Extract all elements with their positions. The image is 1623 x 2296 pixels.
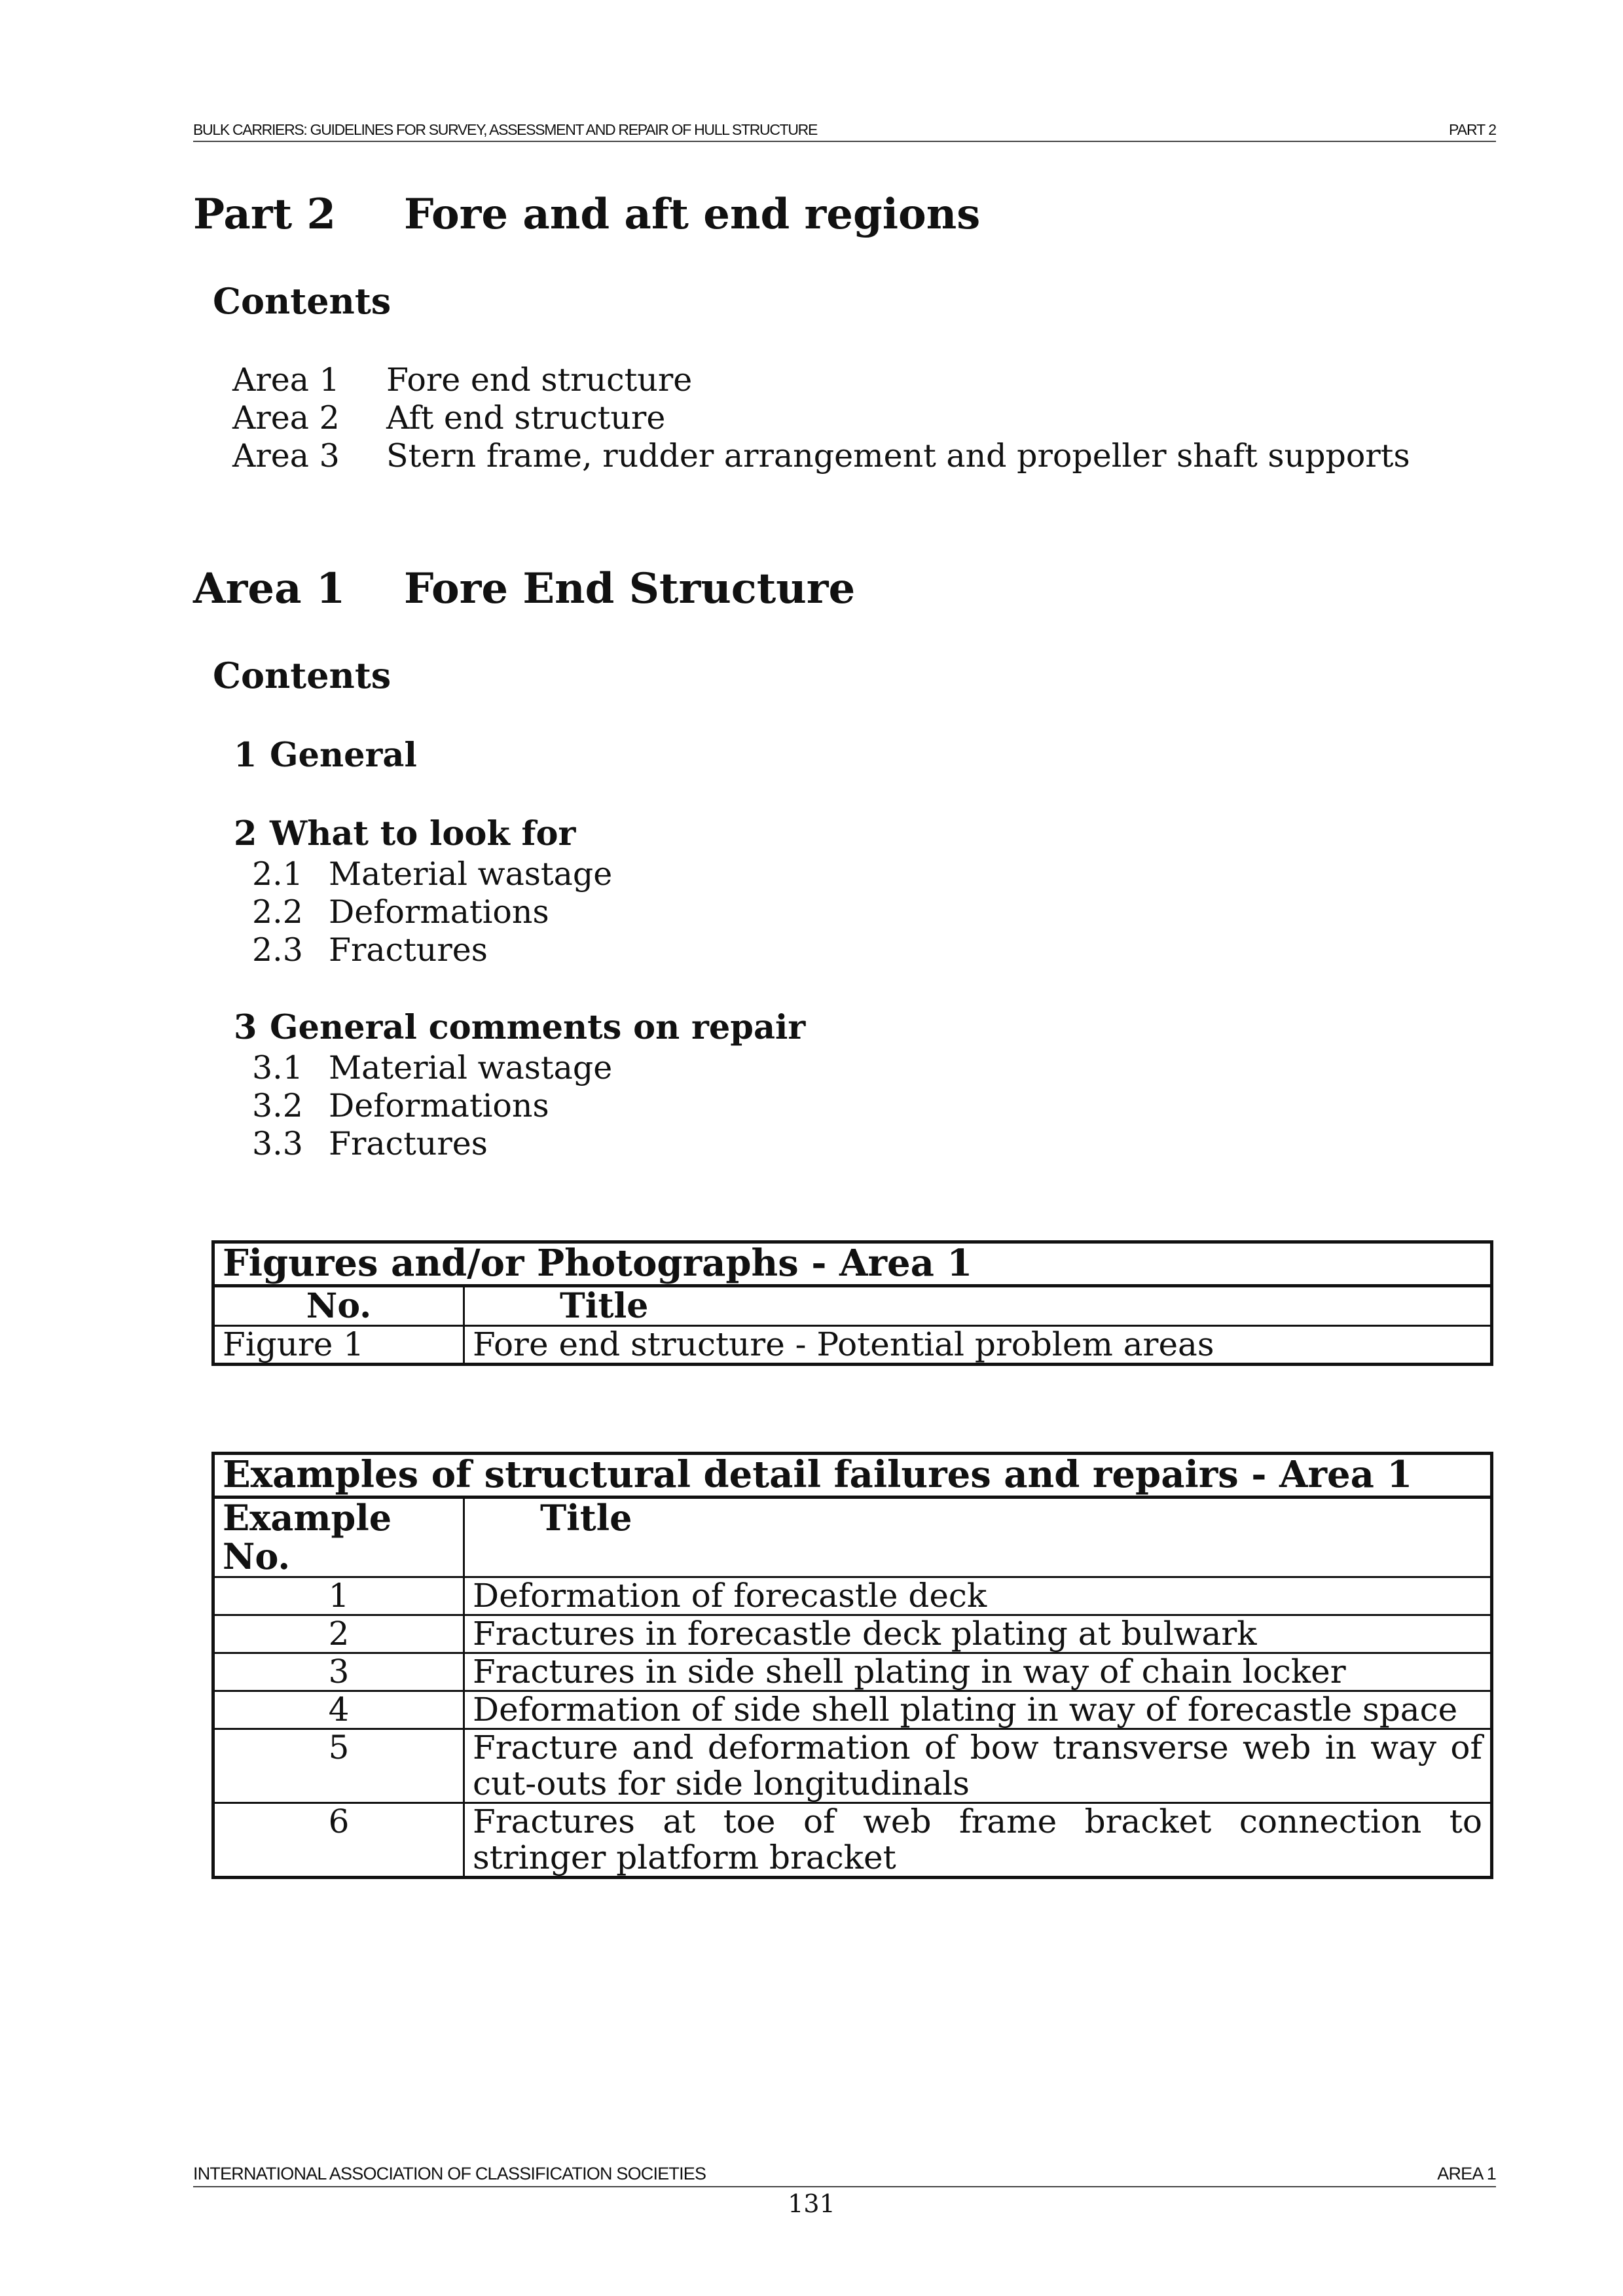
part-contents-area: Area 2 [232,399,340,437]
section-number: 3 [234,1008,257,1047]
subsection-title: Fractures [329,1125,488,1162]
section-title: What to look for [270,814,576,853]
figure-number: Figure 1 [213,1325,464,1364]
header-title: BULK CARRIERS: GUIDELINES FOR SURVEY, ASSESSMENT AND REPAIR OF HULL STRUCTURE [193,121,818,138]
part-contents-area: Area 1 [232,361,340,399]
example-title: Fractures in forecastle deck plating at bulwark [464,1615,1492,1653]
subsection-title: Material wastage [329,1049,613,1086]
subsection-number: 3.3 [252,1125,303,1162]
footer-area: AREA 1 [1437,2164,1496,2183]
subsection-title: Material wastage [329,855,613,893]
example-number: 1 [213,1577,464,1615]
table-row [213,1803,1492,1878]
section-number: 2 [234,814,257,853]
example-number: 6 [213,1803,464,1878]
subsection-number: 3.2 [252,1087,303,1124]
table-row [213,1729,1492,1803]
subsection-number: 2.3 [252,931,303,969]
footer-organization: INTERNATIONAL ASSOCIATION OF CLASSIFICATION SOCIETIES [193,2164,706,2183]
section-title: General comments on repair [270,1008,806,1047]
example-title: Fracture and deformation of bow transverse web in way of cut-outs for side longitudinals [464,1729,1492,1803]
example-title: Fractures in side shell plating in way of chain locker [464,1653,1492,1691]
example-title: Deformation of side shell plating in way of forecastle space [464,1691,1492,1729]
examples-table-caption: Examples of structural detail failures and repairs - Area 1 [213,1454,1492,1498]
area-number: Area 1 [193,564,346,613]
page-footer [193,2165,1496,2187]
example-number: 3 [213,1653,464,1691]
part-contents-area: Area 3 [232,437,340,475]
subsection-number: 2.1 [252,855,303,893]
table-row [213,1653,1492,1691]
table-row [213,1615,1492,1653]
subsection-title: Deformations [329,893,549,931]
part-number: Part 2 [193,190,336,239]
part-contents-heading: Contents [213,280,392,322]
area-title: Fore End Structure [404,564,856,613]
area-contents-heading: Contents [213,655,392,696]
figures-table-caption: Figures and/or Photographs - Area 1 [213,1242,1492,1286]
section-title: General [270,736,417,775]
example-title: Fractures at toe of web frame bracket connection to stringer platform bracket [464,1803,1492,1878]
examples-col-no: Example No. [213,1497,464,1577]
example-title: Deformation of forecastle deck [464,1577,1492,1615]
figures-col-title: Title [464,1285,1492,1325]
table-row [213,1691,1492,1729]
example-number: 5 [213,1729,464,1803]
table-row [213,1325,1492,1364]
section-number: 1 [234,736,257,775]
part-contents-title: Fore end structure [386,361,693,399]
figures-col-no: No. [213,1285,464,1325]
page-number: 131 [788,2189,835,2218]
page-header [193,120,1496,142]
header-part: PART 2 [1449,121,1496,138]
figure-title: Fore end structure - Potential problem areas [464,1325,1492,1364]
part-contents-title: Aft end structure [386,399,666,437]
table-row [213,1577,1492,1615]
figures-table [211,1240,1493,1366]
subsection-number: 3.1 [252,1049,303,1086]
subsection-number: 2.2 [252,893,303,931]
example-number: 4 [213,1691,464,1729]
examples-table [211,1452,1493,1879]
examples-col-title: Title [464,1497,1492,1577]
subsection-title: Fractures [329,931,488,969]
subsection-title: Deformations [329,1087,549,1124]
part-contents-title: Stern frame, rudder arrangement and propeller shaft supports [386,437,1410,475]
example-number: 2 [213,1615,464,1653]
part-title: Fore and aft end regions [404,190,981,239]
